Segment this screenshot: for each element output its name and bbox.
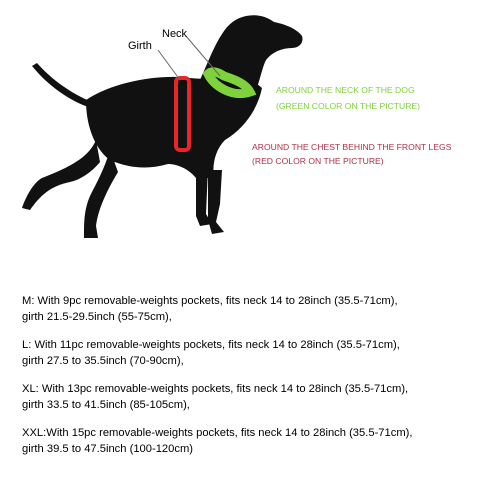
girth-label: Girth — [128, 40, 152, 52]
size-m — [22, 293, 492, 325]
size-m-line2: girth 21.5-29.5inch (55-75cm), — [22, 311, 172, 323]
size-l-line1: L: With 11pc removable-weights pockets, fits neck 14 to 28inch (35.5-71cm), — [22, 339, 400, 351]
size-xxl-line1: XXL:With 15pc removable-weights pockets, fits neck 14 to 28inch (35.5-71cm), — [22, 427, 413, 439]
size-m-line1: M: With 9pc removable-weights pockets, fits neck 14 to 28inch (35.5-71cm), — [22, 295, 398, 307]
chest-annotation-line2: (RED COLOR ON THE PICTURE) — [252, 156, 384, 166]
neck-annotation-line2: (GREEN COLOR ON THE PICTURE) — [276, 101, 421, 111]
size-xxl-line2: girth 39.5 to 47.5inch (100-120cm) — [22, 443, 194, 455]
size-xxl — [22, 425, 492, 457]
neck-annotation-line1: AROUND THE NECK OF THE DOG — [276, 85, 415, 95]
neck-label: Neck — [162, 28, 188, 40]
size-xl — [22, 381, 492, 413]
size-xl-line1: XL: With 13pc removable-weights pockets, fits neck 14 to 28inch (35.5-71cm), — [22, 383, 409, 395]
size-xl-line2: girth 33.5 to 41.5inch (85-105cm), — [22, 399, 190, 411]
size-l — [22, 337, 492, 369]
girth-pointer-line — [158, 50, 180, 80]
dog-silhouette — [22, 15, 303, 238]
size-l-line2: girth 27.5 to 35.5inch (70-90cm), — [22, 355, 184, 367]
chest-annotation-line1: AROUND THE CHEST BEHIND THE FRONT LEGS — [252, 142, 452, 152]
size-list — [22, 293, 492, 469]
